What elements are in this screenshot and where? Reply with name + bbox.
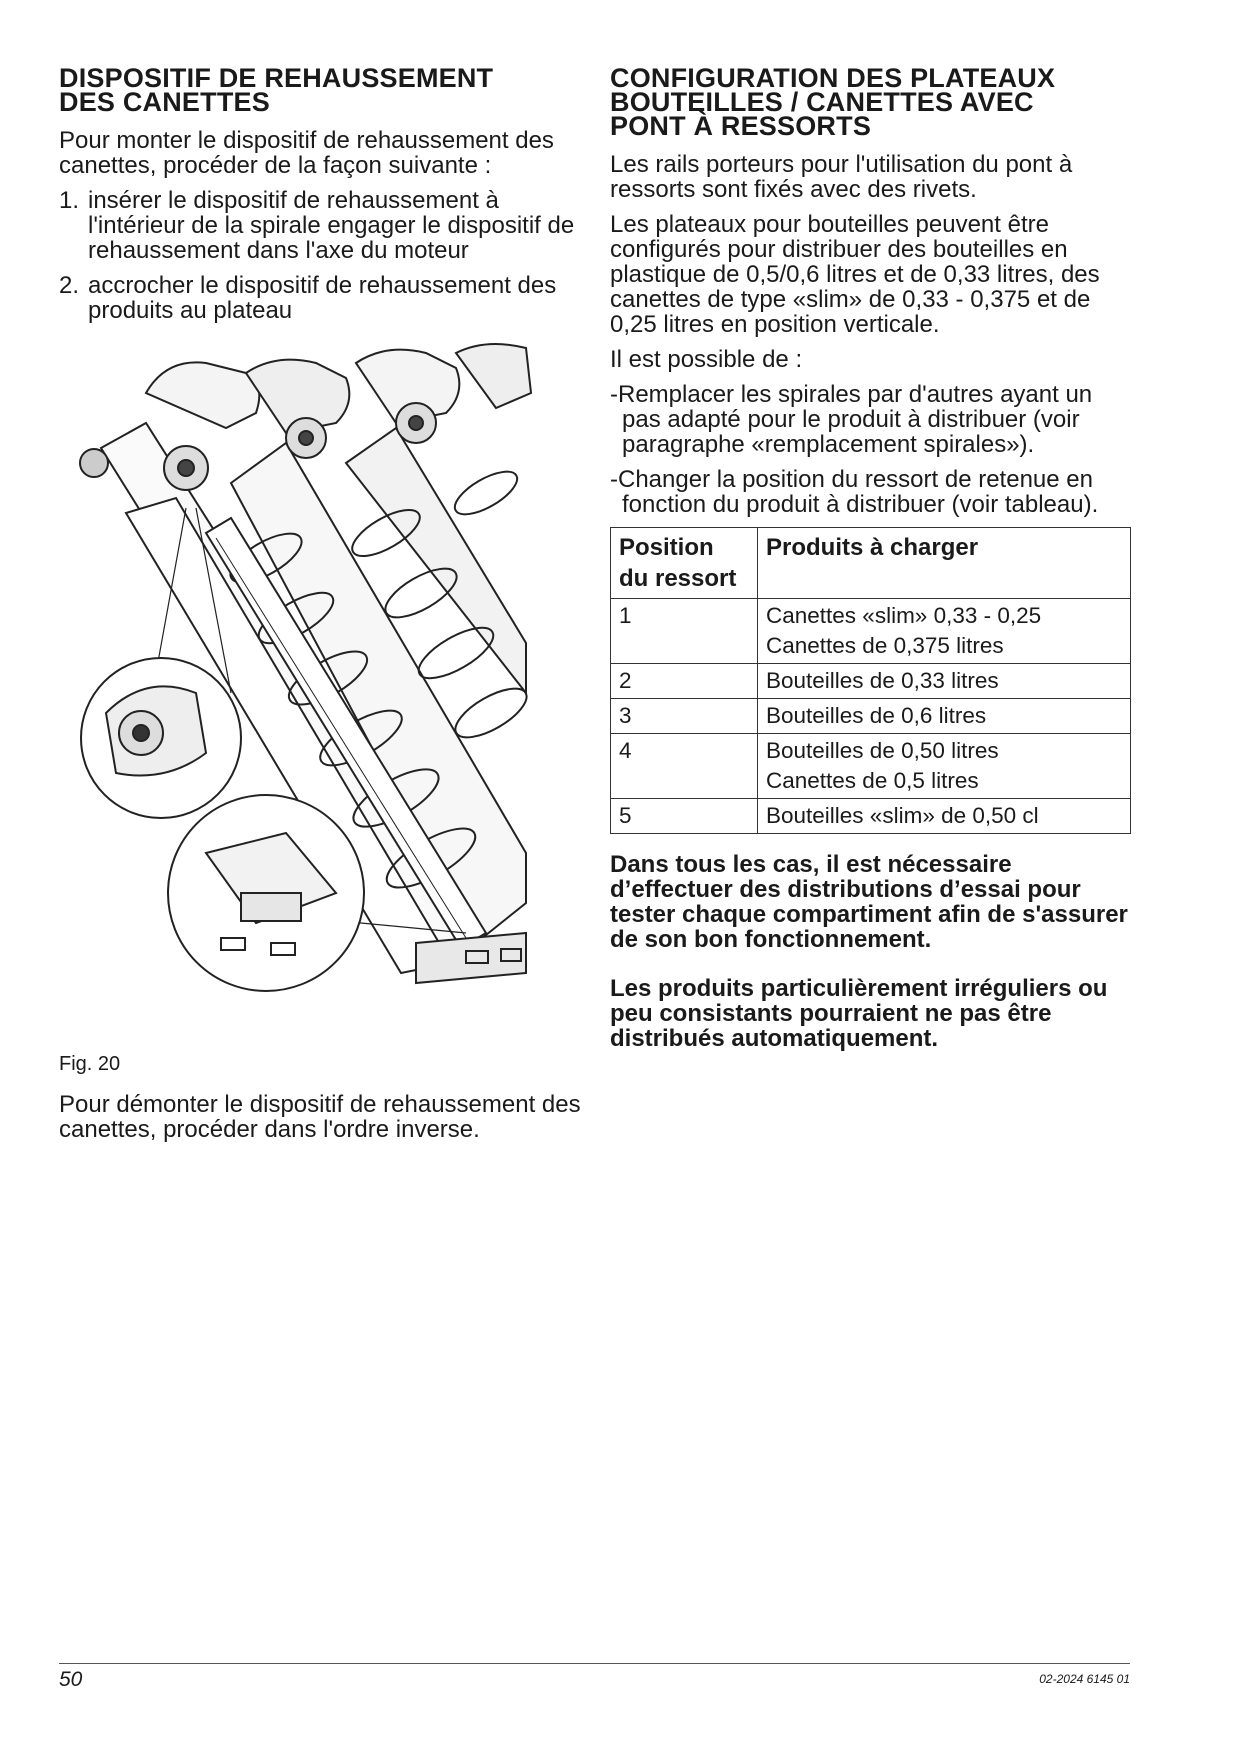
right-column bbox=[610, 63, 1130, 1075]
table-header-row bbox=[611, 528, 1131, 599]
outro-paragraph: Pour démonter le dispositif de rehaussement des canettes, procéder dans l'ordre inverse. bbox=[59, 1091, 581, 1143]
position-cell: 5 bbox=[611, 799, 758, 834]
page-number: 50 bbox=[59, 1668, 83, 1691]
paragraph-possible: Il est possible de : bbox=[610, 346, 803, 373]
tray-spiral-drawing bbox=[56, 333, 536, 1053]
warning-irregular-products: Les produits particulièrement irréguliers ou peu consistants pourraient ne pas être distribués automatiquement. bbox=[610, 975, 1108, 1052]
footer-divider bbox=[59, 1663, 1130, 1664]
table-row bbox=[611, 664, 1131, 699]
products-cell: Bouteilles de 0,50 litres Canettes de 0,5 litres bbox=[758, 734, 1131, 799]
position-cell: 2 bbox=[611, 664, 758, 699]
paragraph-trays: Les plateaux pour bouteilles peuvent être configurés pour distribuer des bouteilles en plastique de 0,5/0,6 litres et de 0,33 litres, des canettes de type «slim» de 0,33 - 0,375 et de 0,25 litres en position verticale. bbox=[610, 211, 1100, 338]
figure-20-illustration bbox=[56, 333, 536, 1053]
position-cell: 4 bbox=[611, 734, 758, 799]
step-item: 2. accrocher le dispositif de rehaussement des produits au plateau bbox=[59, 272, 557, 324]
bullet-item: -Changer la position du ressort de retenue en fonction du produit à distribuer (voir tableau). bbox=[610, 466, 1099, 518]
figure-caption: Fig. 20 bbox=[59, 1053, 121, 1075]
intro-paragraph: Pour monter le dispositif de rehaussement des canettes, procéder de la façon suivante : bbox=[59, 127, 554, 179]
position-cell: 1 bbox=[611, 599, 758, 664]
bullet-item: -Remplacer les spirales par d'autres ayant un pas adapté pour le produit à distribuer (voir paragraphe «remplacement spirales»). bbox=[610, 381, 1093, 458]
products-cell: Bouteilles de 0,33 litres bbox=[758, 664, 1131, 699]
table-row bbox=[611, 734, 1131, 799]
left-column bbox=[59, 63, 583, 1152]
table-row bbox=[611, 599, 1131, 664]
section-heading-can-raiser: DISPOSITIF DE REHAUSSEMENT DES CANETTES bbox=[59, 63, 494, 117]
spring-position-table bbox=[610, 527, 1131, 834]
document-code: 02-2024 6145 01 bbox=[1039, 1672, 1130, 1686]
position-cell: 3 bbox=[611, 699, 758, 734]
products-cell: Bouteilles de 0,6 litres bbox=[758, 699, 1131, 734]
column-header-position: Position du ressort bbox=[611, 528, 758, 599]
column-header-products: Produits à charger bbox=[758, 528, 1131, 599]
step-item: 1. insérer le dispositif de rehaussement à l'intérieur de la spirale engager le dispositif de rehaussement dans l'axe du moteur bbox=[59, 187, 575, 264]
section-heading-tray-configuration: CONFIGURATION DES PLATEAUX BOUTEILLES / CANETTES AVEC PONT À RESSORTS bbox=[610, 63, 1056, 141]
products-cell: Canettes «slim» 0,33 - 0,25 Canettes de 0,375 litres bbox=[758, 599, 1131, 664]
products-cell: Bouteilles «slim» de 0,50 cl bbox=[758, 799, 1131, 834]
warning-test-dispensing: Dans tous les cas, il est nécessaire d’effectuer des distributions d’essai pour tester chaque compartiment afin de s'assurer de son bon fonctionnement. bbox=[610, 851, 1128, 953]
table-row bbox=[611, 699, 1131, 734]
paragraph-rails: Les rails porteurs pour l'utilisation du pont à ressorts sont fixés avec des rivets. bbox=[610, 151, 1073, 203]
table-row bbox=[611, 799, 1131, 834]
